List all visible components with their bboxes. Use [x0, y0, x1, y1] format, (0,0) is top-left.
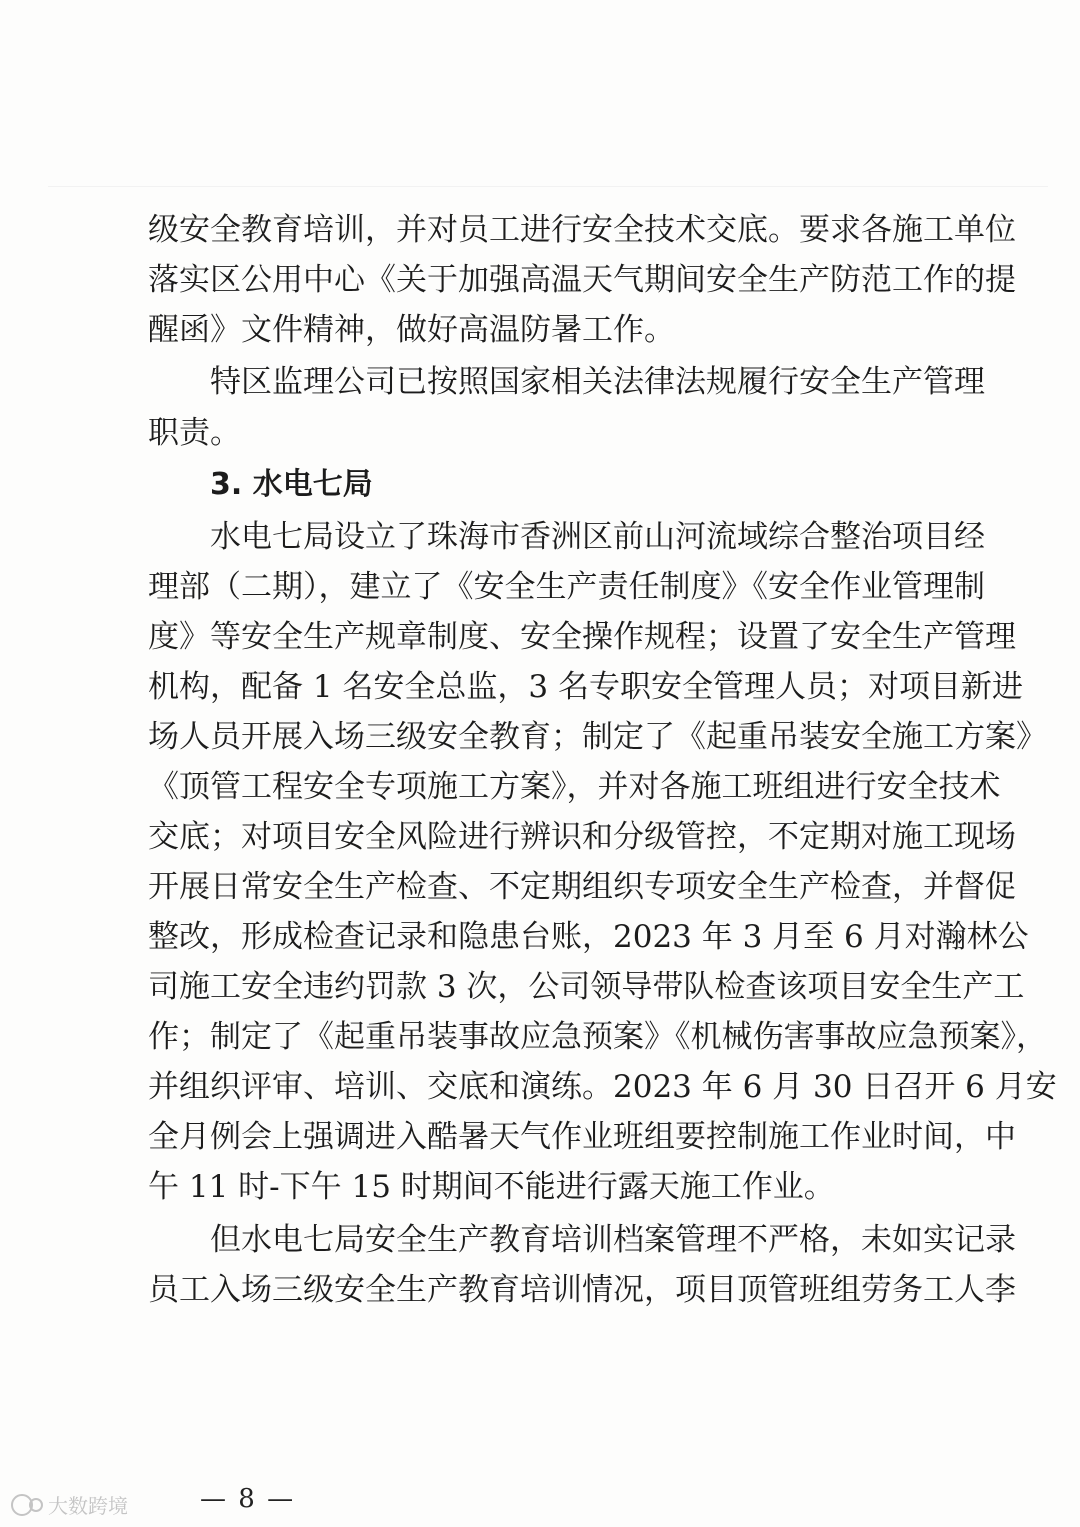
page-number: — 8 —	[200, 1484, 296, 1514]
watermark-logo	[8, 1490, 158, 1520]
text-line: 员工入场三级安全生产教育培训情况，项目顶管班组劳务工人李	[148, 1272, 1016, 1308]
section-heading: 3. 水电七局	[210, 467, 373, 502]
text-line: 机构，配备 1 名安全总监，3 名专职安全管理人员；对项目新进	[148, 669, 1024, 705]
text-line: 特区监理公司已按照国家相关法律法规履行安全生产管理	[210, 364, 985, 400]
text-line: 级安全教育培训，并对员工进行安全技术交底。要求各施工单位	[148, 212, 1016, 248]
svg-text:大数跨境: 大数跨境	[48, 1494, 128, 1518]
text-line: 《顶管工程安全专项施工方案》，并对各施工班组进行安全技术	[148, 769, 1001, 805]
text-line: 场人员开展入场三级安全教育；制定了《起重吊装安全施工方案》	[148, 719, 1047, 755]
text-line: 作；制定了《起重吊装事故应急预案》《机械伤害事故应急预案》，	[148, 1019, 1047, 1055]
text-line: 职责。	[148, 415, 241, 451]
text-line: 并组织评审、培训、交底和演练。2023 年 6 月 30 日召开 6 月安	[148, 1069, 1057, 1105]
text-line: 度》等安全生产规章制度、安全操作规程；设置了安全生产管理	[148, 619, 1016, 655]
text-line: 但水电七局安全生产教育培训档案管理不严格，未如实记录	[210, 1222, 1016, 1258]
text-line: 水电七局设立了珠海市香洲区前山河流域综合整治项目经	[210, 519, 985, 555]
text-line: 午 11 时-下午 15 时期间不能进行露天施工作业。	[148, 1169, 835, 1205]
text-line: 开展日常安全生产检查、不定期组织专项安全生产检查，并督促	[148, 869, 1016, 905]
text-line: 司施工安全违约罚款 3 次，公司领导带队检查该项目安全生产工	[148, 969, 1025, 1005]
scan-edge	[48, 186, 1048, 187]
watermark-icon	[8, 1490, 158, 1520]
text-line: 理部（二期），建立了《安全生产责任制度》《安全作业管理制	[148, 569, 985, 605]
text-line: 全月例会上强调进入酷暑天气作业班组要控制施工作业时间，中	[148, 1119, 1016, 1155]
text-line: 整改，形成检查记录和隐患台账，2023 年 3 月至 6 月对瀚林公	[148, 919, 1029, 955]
text-line: 落实区公用中心《关于加强高温天气期间安全生产防范工作的提	[148, 262, 1016, 298]
text-line: 醒函》文件精神，做好高温防暑工作。	[148, 312, 675, 348]
text-line: 交底；对项目安全风险进行辨识和分级管控，不定期对施工现场	[148, 819, 1016, 855]
